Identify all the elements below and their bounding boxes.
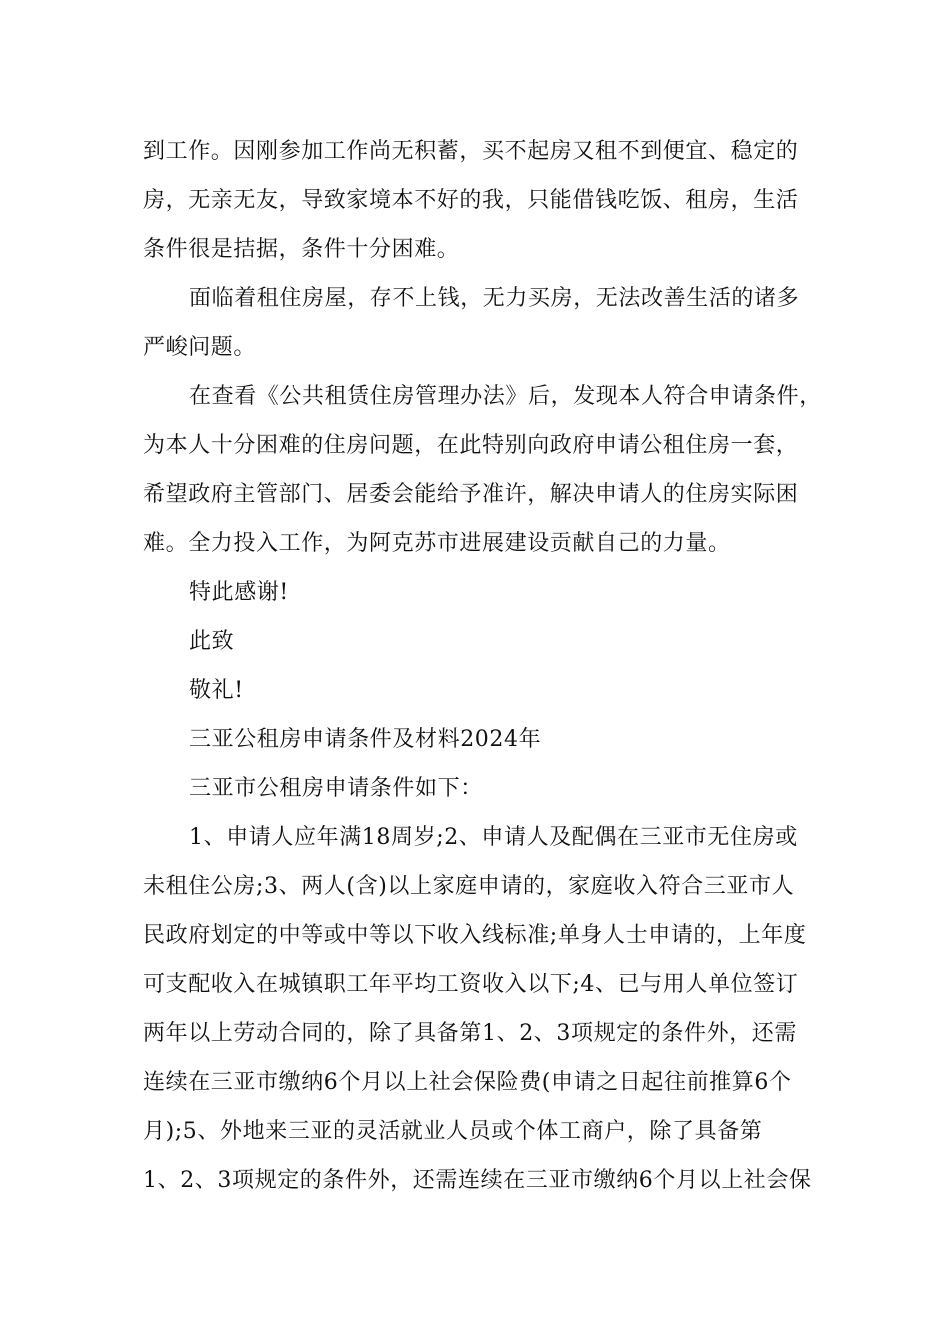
- section-intro: 三亚市公租房申请条件如下：: [189, 776, 483, 801]
- paragraph-line: 在查看《公共租赁住房管理办法》后，发现本人符合申请条件，: [189, 384, 822, 409]
- paragraph-line: 希望政府主管部门、居委会能给予准许，解决申请人的住房实际困: [143, 482, 799, 507]
- closing-thanks: 特此感谢!: [189, 580, 289, 605]
- paragraph-line: 面临着租住房屋，存不上钱，无力买房，无法改善生活的诸多: [189, 286, 800, 311]
- paragraph-line: 为本人十分困难的住房问题，在此特别向政府申请公租住房一套，: [143, 433, 799, 458]
- section-title: 三亚公租房申请条件及材料2024年: [189, 727, 542, 752]
- paragraph-line: 难。全力投入工作，为阿克苏市进展建设贡献自己的力量。: [143, 531, 731, 556]
- paragraph-line: 1、2、3项规定的条件外，还需连续在三亚市缴纳6个月以上社会保: [143, 1168, 812, 1193]
- document-page: [143, 127, 822, 1205]
- paragraph-line: 1、申请人应年满18周岁;2、申请人及配偶在三亚市无住房或: [189, 825, 798, 850]
- paragraph-line: 严峻问题。: [143, 335, 257, 360]
- paragraph-line: 条件很是拮据，条件十分困难。: [143, 237, 460, 262]
- paragraph-line: 到工作。因刚参加工作尚无积蓄，买不起房又租不到便宜、稳定的: [143, 139, 799, 164]
- closing-salutation: 此致: [189, 629, 235, 654]
- paragraph-line: 两年以上劳动合同的，除了具备第1、2、3项规定的条件外，还需: [143, 1021, 797, 1046]
- closing-regards: 敬礼!: [189, 678, 244, 703]
- paragraph-line: 民政府划定的中等或中等以下收入线标准;单身人士申请的，上年度: [143, 923, 807, 948]
- paragraph-line: 连续在三亚市缴纳6个月以上社会保险费(申请之日起往前推算6个: [143, 1070, 792, 1095]
- paragraph-line: 月);5、外地来三亚的灵活就业人员或个体工商户，除了具备第: [143, 1119, 763, 1144]
- paragraph-line: 可支配收入在城镇职工年平均工资收入以下;4、已与用人单位签订: [143, 972, 799, 997]
- paragraph-line: 未租住公房;3、两人(含)以上家庭申请的，家庭收入符合三亚市人: [143, 874, 795, 899]
- paragraph-line: 房，无亲无友，导致家境本不好的我，只能借钱吃饭、租房，生活: [143, 188, 799, 213]
